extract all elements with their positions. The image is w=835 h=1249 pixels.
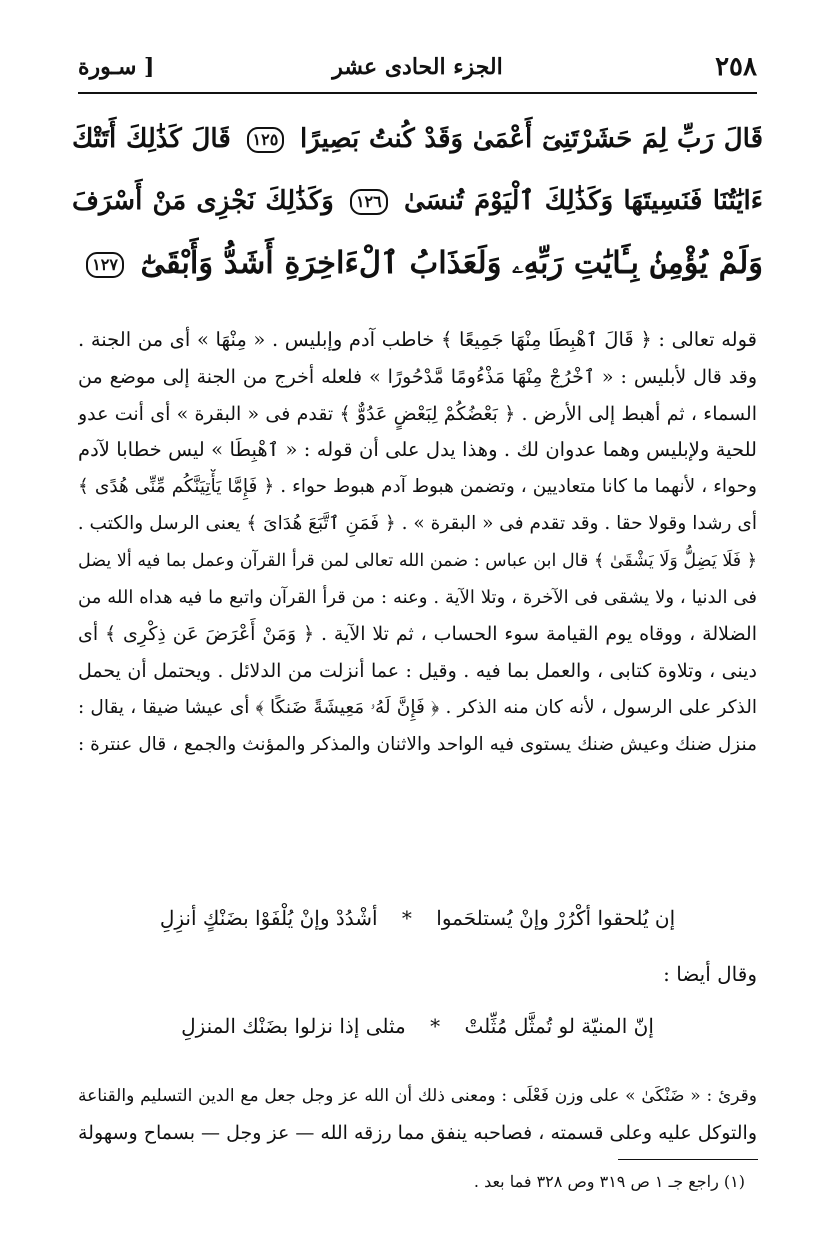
text-line: الذكر على الرسول ، لأنه كان منه الذكر . ﴿ فَإِنَّ لَهُۥ مَعِيشَةً ضَنكًا ﴾ أى عيشا ضيقا ، يقال : bbox=[78, 696, 757, 718]
poetry-verse bbox=[78, 1008, 757, 1044]
verse-text: وَلَمْ يُؤْمِنۢ بِـَٔايَٰتِ رَبِّهِۦ وَلَعَذَابُ ٱلْءَاخِرَةِ أَشَدُّ وَأَبْقَىٰٓ bbox=[140, 245, 763, 281]
quran-line bbox=[72, 108, 763, 170]
ayah-number-marker: ١٢٥ bbox=[247, 127, 285, 153]
text-line: للحية ولإبليس وهما عدوان لك . وهذا يدل على أن قوله : « ٱهْبِطَا » ليس خطابا لآدم bbox=[78, 438, 757, 462]
running-head: الجزء الحادى عشر bbox=[332, 54, 503, 80]
quran-verses bbox=[72, 108, 763, 294]
ayah-number-marker: ١٢٦ bbox=[350, 189, 388, 215]
quran-line bbox=[72, 232, 763, 294]
footnote-rule bbox=[618, 1159, 758, 1160]
text-line: أى رشدا وقولا حقا . وقد تقدم فى « البقرة » . ﴿ فَمَنِ ٱتَّبَعَ هُدَاىَ ﴾ يعنى الرسل والكتب . bbox=[78, 512, 757, 534]
hemistich: مثلى إذا نزلوا بضَنْك المنزلِ bbox=[181, 1014, 406, 1038]
text-line: دينى ، وتلاوة كتابى ، والعمل بما فيه . وقيل : عما أنزلت من الدلائل . ويحتمل أن يحمل bbox=[78, 660, 757, 683]
text-line: وحواء ، لأنهما ما كانا متعاديين ، وتضمن هبوط آدم هبوط حواء . ﴿ فَإِمَّا يَأْتِيَنَّكُم مِّنِّى هُدًى ﴾ bbox=[78, 476, 757, 498]
hemistich: إن يُلحقوا أكْرُرْ وإنْ يُستلحَموا bbox=[436, 906, 676, 930]
verse-separator: * bbox=[401, 906, 412, 930]
hemistich: إنّ المنيّة لو تُمثَّل مُثِّلتْ bbox=[464, 1014, 654, 1038]
verse-text: ءَايَٰتُنَا فَنَسِيتَهَا وَكَذَٰلِكَ ٱلْيَوْمَ تُنسَىٰ bbox=[403, 186, 763, 216]
tafsir-body bbox=[78, 322, 757, 764]
header-rule bbox=[78, 92, 757, 94]
text-line: وقرئ : « ضَنْكَىٰ » على وزن فَعْلَى : ومعنى ذلك أن الله عز وجل جعل مع الدين التسليم والقناعة bbox=[78, 1086, 757, 1106]
verse-text: قَالَ رَبِّ لِمَ حَشَرْتَنِىٓ أَعْمَىٰ وَقَدْ كُنتُ بَصِيرًا bbox=[300, 124, 763, 154]
verse-text: قَالَ كَذَٰلِكَ أَتَتْكَ bbox=[72, 124, 231, 154]
text-line: فى الدنيا ، ولا يشقى فى الآخرة ، وتلا الآية . وعنه : من قرأ القرآن واتبع ما فيه هداه الله من bbox=[78, 586, 757, 608]
quran-line bbox=[72, 170, 763, 232]
text-line: قوله تعالى : ﴿ قَالَ ٱهْبِطَا مِنْهَا جَمِيعًا ﴾ خاطب آدم وإبليس . « مِنْهَا » أى من الجنة . bbox=[78, 328, 757, 351]
poetry-verse bbox=[78, 900, 757, 936]
text-line: ﴿ فَلَا يَضِلُّ وَلَا يَشْقَىٰ ﴾ قال ابن عباس : ضمن الله تعالى لمن قرأ القرآن وعمل بما فيه ألا يضل bbox=[78, 550, 757, 571]
poetry-intro: وقال أيضا : bbox=[663, 962, 757, 986]
closing-paragraph bbox=[78, 1078, 757, 1152]
text-line: منزل ضنك وعيش ضنك يستوى فيه الواحد والاثنان والمذكر والمؤنث والجمع ، قال عنترة : bbox=[78, 733, 757, 755]
text-line: السماء ، ثم أهبط إلى الأرض . ﴿ بَعْضُكُمْ لِبَعْضٍ عَدُوٌّ ﴾ تقدم فى « البقرة » أى أنت عدو bbox=[78, 402, 757, 425]
hemistich: أشْدُدْ وإنْ يُلْفَوْا بضَنْكٍ أنزِلِ bbox=[159, 906, 378, 930]
text-line: والتوكل عليه وعلى قسمته ، فصاحبه ينفق مما رزقه الله — عز وجل — بسماح وسهولة bbox=[78, 1121, 757, 1144]
page-header bbox=[78, 52, 757, 88]
surah-label: [ سـورة bbox=[78, 54, 155, 80]
footnote: (١) راجع جـ ١ ص ٣١٩ وص ٣٢٨ فما بعد . bbox=[473, 1172, 745, 1191]
verse-text: وَكَذَٰلِكَ نَجْزِى مَنْ أَسْرَفَ bbox=[72, 186, 334, 216]
verse-separator: * bbox=[430, 1014, 441, 1038]
text-line: وقد قال لأبليس : « ٱخْرُجْ مِنْهَا مَذْءُومًا مَّدْحُورًا » فلعله أخرج من الجنة إلى موضع من bbox=[78, 365, 757, 388]
page-number: ٢٥٨ bbox=[715, 52, 757, 82]
text-line: الضلالة ، ووقاه يوم القيامة سوء الحساب ، ثم تلا الآية . ﴿ وَمَنْ أَعْرَضَ عَن ذِكْرِى ﴾ أى bbox=[78, 623, 757, 646]
ayah-number-marker: ١٢٧ bbox=[86, 252, 124, 278]
